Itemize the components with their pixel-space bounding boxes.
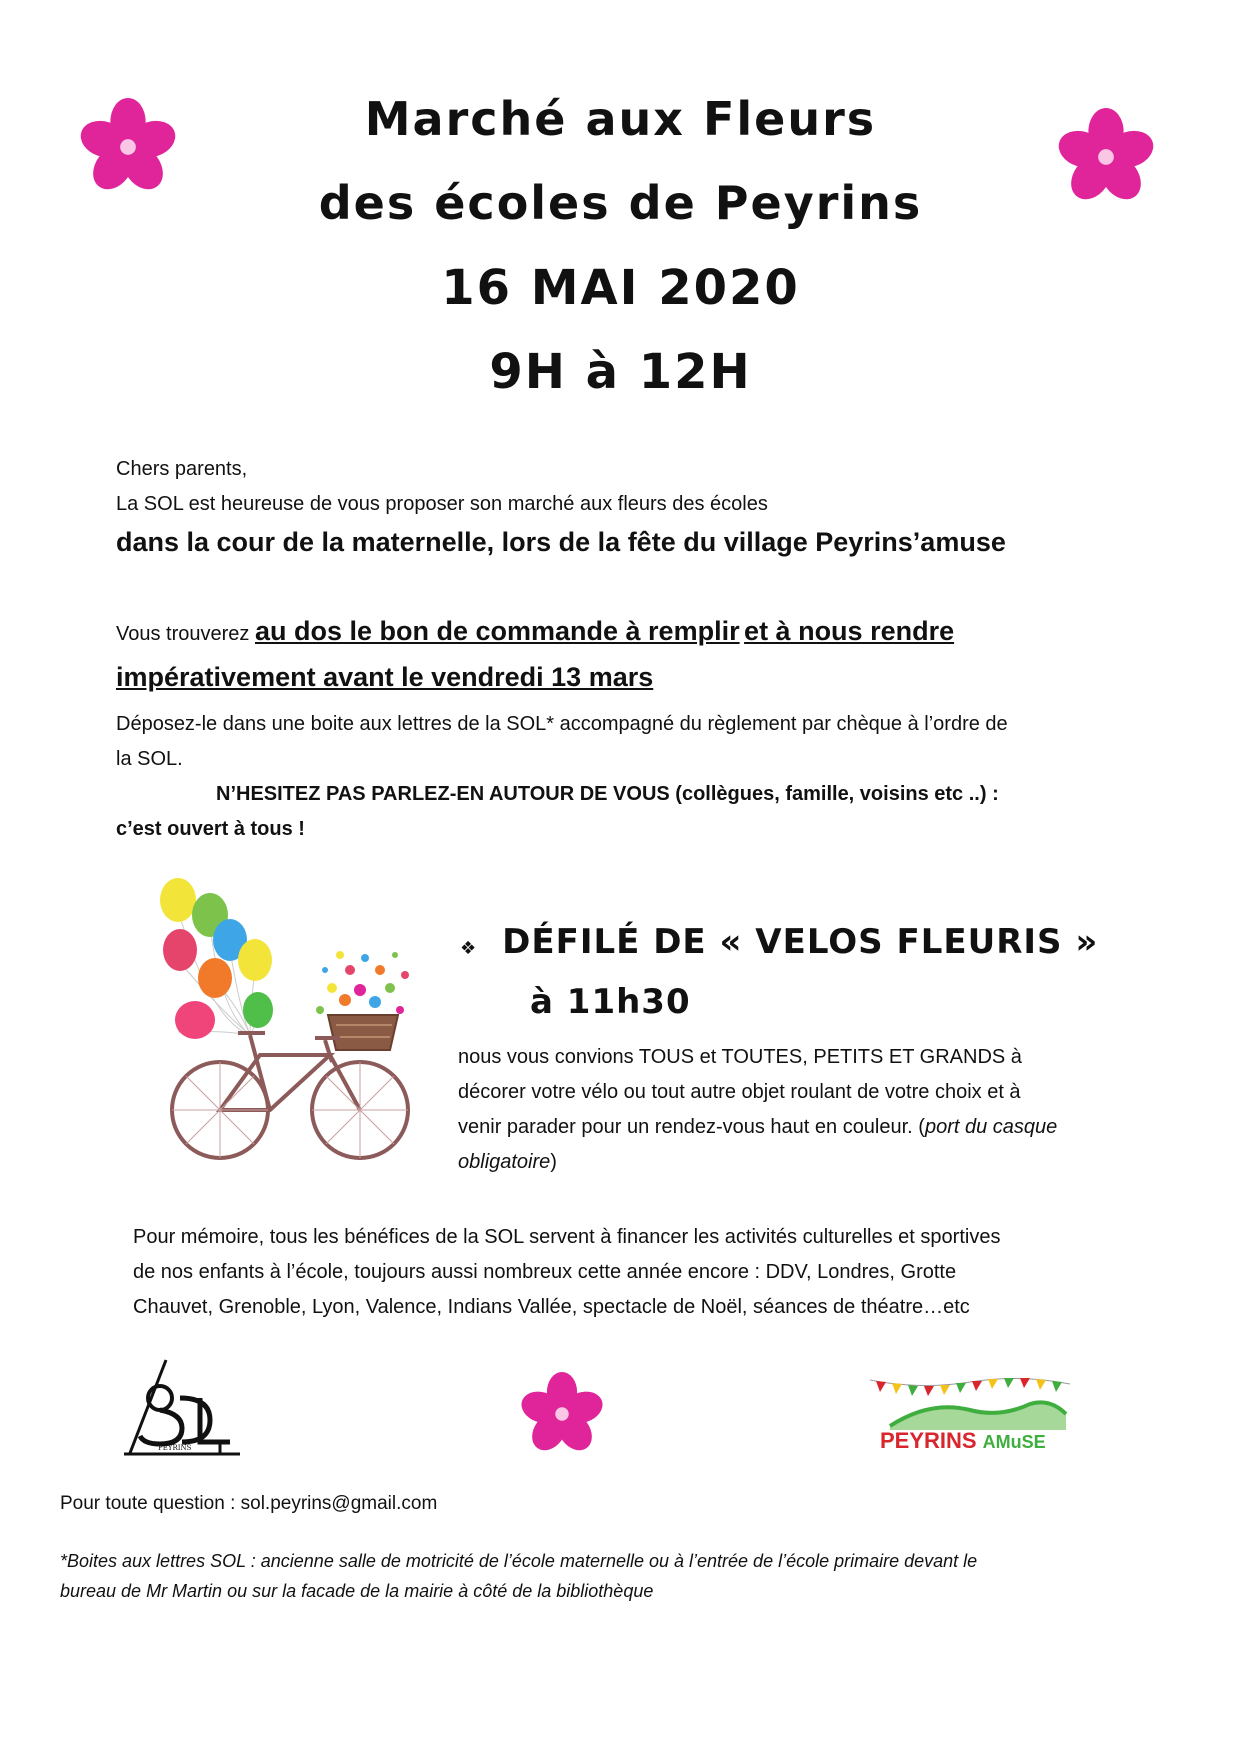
- order-emphasis-1: au dos le bon de commande à remplir: [254, 616, 740, 646]
- footnote-line-1: *Boites aux lettres SOL : ancienne salle de motricité de l’école maternelle ou à l’entrée de l’école primaire devant le: [60, 1551, 978, 1571]
- share-line-1: N’HESITEZ PAS PARLEZ-EN AUTOUR DE VOUS (collègues, famille, voisins etc ..) :: [216, 783, 999, 805]
- parade-line-4: [458, 1145, 557, 1180]
- balloon: [198, 958, 232, 998]
- memo-line-3: Chauvet, Grenoble, Lyon, Valence, Indians Vallée, spectacle de Noël, séances de théatre…etc: [133, 1296, 970, 1318]
- order-emphasis-2: et à nous rendre: [744, 616, 955, 646]
- peyrins-amuse-logo-text: [880, 1428, 1046, 1454]
- parade-title: DÉFILÉ DE « VELOS FLEURIS »: [502, 922, 1099, 962]
- deposit-line-1: Déposez-le dans une boite aux lettres de la SOL* accompagné du règlement par chèque à l’ordre de: [116, 713, 1008, 735]
- location-line: dans la cour de la maternelle, lors de la fête du village Peyrins’amuse: [116, 527, 1006, 557]
- parade-title-line: [460, 922, 1098, 962]
- greeting: Chers parents,: [116, 458, 248, 480]
- parade-mandatory-text: obligatoire: [458, 1151, 551, 1173]
- sol-logo-subtext: PEYRINS: [158, 1444, 192, 1452]
- parade-line-3: [458, 1110, 1057, 1145]
- sol-logo: [120, 1358, 250, 1458]
- bicycle-balloons-illustration: [150, 870, 430, 1180]
- event-date: 16 MAI 2020: [441, 260, 800, 316]
- balloon: [243, 992, 273, 1028]
- parade-helmet-text: port du casque: [924, 1116, 1058, 1138]
- order-deadline: impérativement avant le vendredi 13 mars: [116, 662, 654, 692]
- balloon: [238, 939, 272, 981]
- order-prefix: Vous trouverez: [116, 623, 255, 645]
- memo-line-1: Pour mémoire, tous les bénéfices de la SOL servent à financer les activités culturelles et sportives: [133, 1226, 1001, 1248]
- intro-line: La SOL est heureuse de vous proposer son marché aux fleurs des écoles: [116, 493, 768, 515]
- balloon: [175, 1001, 215, 1039]
- title-line-1: Marché aux Fleurs: [364, 92, 877, 146]
- diamond-bullet-icon: ❖: [460, 938, 477, 960]
- event-hours: 9H à 12H: [489, 344, 752, 400]
- parade-time: à 11h30: [530, 982, 691, 1022]
- share-line-2: c’est ouvert à tous !: [116, 818, 305, 840]
- sol-logo-graphic: [120, 1358, 250, 1458]
- parade-line-1: nous vous convions TOUS et TOUTES, PETITS ET GRANDS à: [458, 1046, 1022, 1068]
- contact-line: Pour toute question : sol.peyrins@gmail.com: [60, 1493, 438, 1514]
- peyrins-text: PEYRINS: [880, 1428, 977, 1453]
- parade-line-3-text: venir parader pour un rendez-vous haut en couleur. (: [458, 1116, 925, 1138]
- parade-line-4-end: ): [550, 1151, 557, 1173]
- amuse-text: AMuSE: [982, 1432, 1046, 1452]
- balloon: [160, 878, 196, 922]
- parade-line-2: décorer votre vélo ou tout autre objet roulant de votre choix et à: [458, 1081, 1021, 1103]
- memo-line-2: de nos enfants à l’école, toujours aussi nombreux cette année encore : DDV, Londres, Grotte: [133, 1261, 957, 1283]
- balloon: [163, 929, 197, 971]
- order-line: [116, 616, 954, 652]
- flower-icon-bottom-center: [520, 1372, 604, 1456]
- footnote-line-2: bureau de Mr Martin ou sur la facade de la mairie à côté de la bibliothèque: [60, 1581, 654, 1601]
- peyrins-amuse-logo: [870, 1370, 1070, 1458]
- title-line-2: des écoles de Peyrins: [318, 176, 923, 230]
- deposit-line-2: la SOL.: [116, 748, 183, 770]
